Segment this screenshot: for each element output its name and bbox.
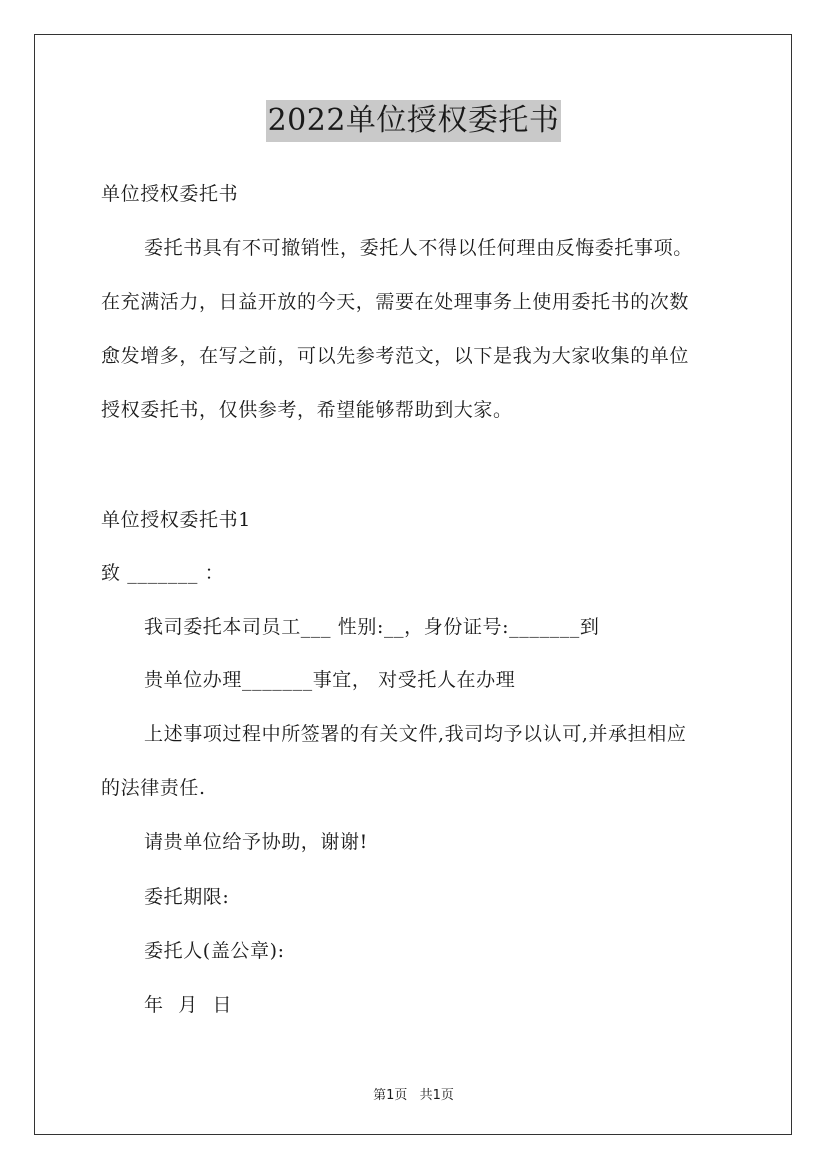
intro-line-3: 愈发增多，在写之前，可以先参考范文，以下是我为大家收集的单位	[101, 345, 690, 367]
subtitle: 单位授权委托书	[101, 183, 239, 205]
intro-line-4: 授权委托书，仅供参考，希望能够帮助到大家。	[101, 399, 513, 421]
body-line-7: 委托人(盖公章):	[144, 940, 285, 962]
body-line-8: 年 月 日	[144, 994, 233, 1016]
body-line-1: 我司委托本司员工___ 性别:__，身份证号:_______到	[144, 616, 600, 638]
body-line-4: 的法律责任.	[101, 777, 206, 799]
body-line-3: 上述事项过程中所签署的有关文件,我司均予以认可,并承担相应	[144, 723, 687, 745]
document-title: 2022单位授权委托书	[266, 100, 562, 142]
section-heading: 单位授权委托书1	[101, 509, 251, 531]
title-container	[0, 100, 827, 142]
intro-line-2: 在充满活力，日益开放的今天，需要在处理事务上使用委托书的次数	[101, 291, 690, 313]
page-footer	[0, 1084, 827, 1103]
body-line-6: 委托期限:	[144, 886, 230, 908]
page-number: 第1页	[373, 1088, 408, 1103]
body-line-2: 贵单位办理_______事宜， 对受托人在办理	[144, 669, 516, 691]
intro-line-1: 委托书具有不可撤销性，委托人不得以任何理由反悔委托事项。	[144, 237, 693, 259]
page-total: 共1页	[419, 1088, 454, 1103]
addressee-line: 致 _______ ：	[101, 562, 225, 584]
body-line-5: 请贵单位给予协助，谢谢!	[144, 831, 368, 853]
